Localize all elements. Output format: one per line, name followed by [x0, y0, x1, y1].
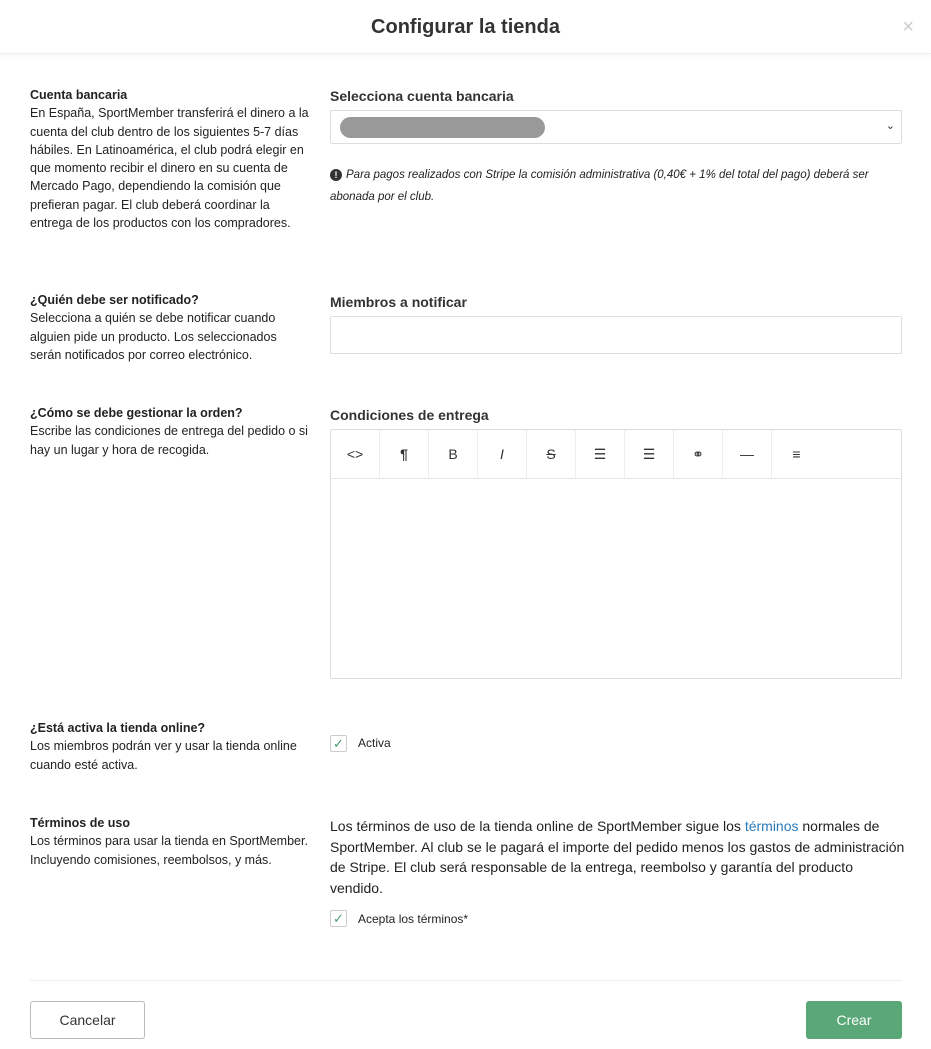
- order-section-help: [30, 404, 310, 459]
- close-icon[interactable]: ×: [902, 16, 914, 38]
- active-section-help: [30, 719, 310, 774]
- accept-terms-label: Acepta los términos*: [358, 911, 469, 926]
- terms-heading: Términos de uso: [30, 816, 131, 830]
- modal-title: Configurar la tienda: [371, 16, 560, 38]
- create-button[interactable]: Crear: [806, 1001, 902, 1039]
- accept-terms-checkbox[interactable]: ✓: [330, 910, 347, 927]
- paragraph-icon[interactable]: ¶: [380, 430, 429, 478]
- bank-heading: Cuenta bancaria: [30, 88, 128, 102]
- redacted-account-value: [340, 117, 545, 138]
- terms-link[interactable]: términos: [744, 818, 799, 834]
- terms-text: [330, 816, 905, 898]
- exclamation-icon: !: [330, 169, 342, 181]
- link-icon[interactable]: ⚭: [674, 430, 723, 478]
- stripe-fee-text: Para pagos realizados con Stripe la comisión administrativa (0,40€ + 1% del total del pago) deberá ser abonada por el club.: [330, 169, 869, 203]
- terms-text-start: Los términos de uso de la tienda online de SportMember sigue los: [330, 818, 745, 834]
- footer-divider: [30, 980, 902, 981]
- notify-heading: ¿Quién debe ser notificado?: [30, 293, 199, 307]
- notify-description: Selecciona a quién se debe notificar cuando alguien pide un producto. Los seleccionados serán notificados por correo electrónico.: [30, 311, 277, 362]
- horizontal-rule-icon[interactable]: —: [723, 430, 772, 478]
- bold-icon[interactable]: B: [429, 430, 478, 478]
- bank-section-help: [30, 86, 310, 232]
- active-description: Los miembros podrán ver y usar la tienda online cuando esté activa.: [30, 739, 297, 772]
- accept-terms-row: [330, 910, 905, 927]
- delivery-conditions-label: Condiciones de entrega: [330, 407, 489, 423]
- bank-select-label: Selecciona cuenta bancaria: [330, 88, 514, 104]
- active-checkbox-label: Activa: [358, 736, 391, 750]
- code-icon[interactable]: <>: [331, 430, 380, 478]
- active-heading: ¿Está activa la tienda online?: [30, 721, 206, 735]
- modal-header: [0, 0, 931, 54]
- bank-account-select[interactable]: [330, 110, 902, 144]
- delivery-conditions-editor: [330, 429, 902, 679]
- terms-section-help: [30, 814, 310, 869]
- cancel-button[interactable]: Cancelar: [30, 1001, 145, 1039]
- bank-description: En España, SportMember transferirá el dinero a la cuenta del club dentro de los siguientes 5-7 días hábiles. En Latinoamérica, el club podrá elegir en que momento recibir el dinero en su cuenta de Mercado Pago, dependiendo la comisión que prefieran pagar. El club deberá coordinar la entrega de los productos con los compradores.: [30, 106, 309, 231]
- order-description: Escribe las condiciones de entrega del pedido o si hay un lugar y hora de recogida.: [30, 424, 308, 457]
- bullet-list-icon[interactable]: ☰: [576, 430, 625, 478]
- numbered-list-icon[interactable]: ☰: [625, 430, 674, 478]
- italic-icon[interactable]: I: [478, 430, 527, 478]
- chevron-down-icon: ⌄: [885, 120, 895, 132]
- terms-block: [330, 816, 905, 927]
- notify-label: Miembros a notificar: [330, 294, 467, 310]
- active-checkbox[interactable]: ✓: [330, 735, 347, 752]
- stripe-fee-note: [330, 165, 905, 208]
- editor-content-area[interactable]: [331, 479, 901, 678]
- terms-description: Los términos para usar la tienda en SportMember. Incluyendo comisiones, reembolsos, y más.: [30, 834, 308, 867]
- align-icon[interactable]: ≡: [792, 446, 801, 462]
- terms-text-end: normales de SportMember. Al club se le pagará el importe del pedido menos los gastos de administración de Stripe. El club será responsable de la entrega, reembolso y garantía del producto vendido.: [330, 818, 905, 896]
- editor-toolbar: [331, 430, 901, 479]
- order-heading: ¿Cómo se debe gestionar la orden?: [30, 406, 243, 420]
- strikethrough-icon[interactable]: S: [527, 430, 576, 478]
- notify-section-help: [30, 291, 310, 364]
- members-to-notify-input[interactable]: [330, 316, 902, 354]
